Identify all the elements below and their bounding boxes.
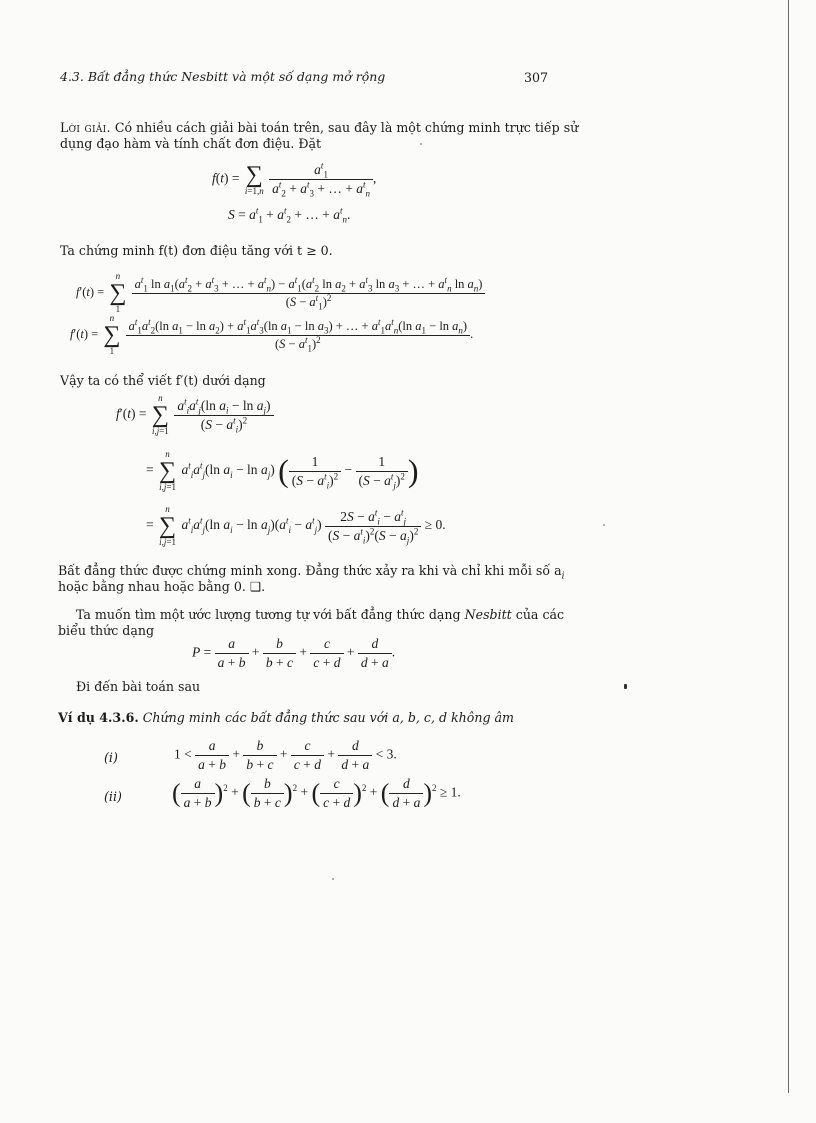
- example-item-label-ii: (ii): [104, 789, 122, 804]
- estimate-line-2: biểu thức dạng: [58, 623, 155, 638]
- running-header: 4.3. Bất đẳng thức Nesbitt và một số dạng mở rộng: [60, 69, 386, 84]
- example-label: Ví dụ 4.3.6.: [58, 710, 139, 725]
- example-heading: [58, 708, 514, 727]
- estimate-text-post: của các: [515, 607, 565, 622]
- estimate-text-pre: Ta muốn tìm một ước lượng tương tự với bất đẳng thức dạng: [76, 607, 461, 622]
- equation-derivative-2: f′(t) = n ∑ 1 $a^t_1a^t_2(\ln$ $a_1 - \ln a_2) + a^t_1a^t_3(\ln$ $a_1 - \ln a_3$) + … + $a^t_1a^t_n(\ln$ $a_1 - \ln a_n$) $(S - a^t_1)^2$ .: [70, 313, 474, 356]
- equation-p-definition: P = $\frac{a}{a + b}$ + $\frac{b}{b + c}$ + $\frac{c}{c + d}$ + $\frac{d}{d + a}$ .: [192, 636, 396, 670]
- conclusion-line-2: hoặc bằng nhau hoặc bằng 0. ❑.: [58, 579, 266, 594]
- estimate-nesbitt: Nesbitt: [464, 607, 512, 622]
- equation-rewrite-line-2: = n ∑ i,j=1 $a^t_ia^t_j(\ln$ $a_i - \ln a_j$) ( $\frac{1}{(S - a^t_i)^2}$ − $\frac{1}{(S - a^t_j)^2}$ ): [146, 449, 419, 492]
- solution-line-2: dụng đạo hàm và tính chất đơn điệu. Đặt: [60, 136, 322, 151]
- scan-speck: [603, 524, 605, 526]
- text-rewrite: Vậy ta có thể viết f′(t) dưới dạng: [60, 373, 266, 388]
- scan-speck: [420, 143, 422, 145]
- page-edge-line: [788, 0, 789, 1093]
- inequality-i: 1 < $\frac{a}{a + b}$ + $\frac{b}{b + c}$ + $\frac{c}{c + d}$ + $\frac{d}{d + a}$ < 3.: [174, 738, 397, 772]
- equation-f-definition: f(t) = ∑ i=1,n $\frac{a^t_1}{a^t_2 + a^t_3 + \dots + a^t_n}$ ,: [212, 160, 377, 199]
- solution-text-1: Có nhiều cách giải bài toán trên, sau đây là một chứng minh trực tiếp sử: [114, 120, 579, 135]
- next-problem: Đi đến bài toán sau: [76, 679, 201, 694]
- inequality-ii: ( $\frac{a}{a + b}$ )$^2$ + ( $\frac{b}{b + c}$ )$^2$ + ( $\frac{c}{c + d}$ )$^2$ + ( $\frac{d}{d + a}$ )$^2$ ≥ 1.: [172, 776, 461, 810]
- equation-s-definition: $S = a^t_1 + a^t_2$ + … + $a^t_n$.: [228, 205, 351, 225]
- text-f-increasing: Ta chứng minh f(t) đơn điệu tăng với t ≥ 0.: [60, 243, 333, 258]
- conclusion-text-1: Bất đẳng thức được chứng minh xong. Đẳng thức xảy ra khi và chỉ khi mỗi số a: [58, 563, 562, 578]
- scan-speck: [332, 878, 334, 880]
- equation-rewrite-line-1: f′(t) = n ∑ i,j=1 $\frac{a^t_ia^t_j(\ln a_i - \ln a_j)}{(S - a^t_i)^2}$: [116, 394, 274, 436]
- scan-speck: [624, 684, 627, 689]
- solution-label: Lời giải.: [60, 120, 111, 135]
- page-number: 307: [524, 70, 549, 85]
- equation-rewrite-line-3: = n ∑ i,j=1 $a^t_ia^t_j(\ln$ $a_i - \ln a_j)(a^t_i - a^t_j)$ $\frac{2S - a^t_i - a^t_j}{(S - a^t_i)^2(S - a_j)^2}$ ≥ 0.: [146, 504, 446, 547]
- example-statement: Chứng minh các bất đẳng thức sau với a, b, c, d không âm: [142, 710, 514, 725]
- equation-derivative-1: f′(t) = n ∑ 1 $a^t_1$ $\ln a_1(a^t_2 + a^t_3$ + … + $a^t_n) - a^t_1(a^t_2$ $\ln a_2 + a^t_3$ $\ln a_3$ + … + $a^t_n$ $\ln a_n$) $(S - a^t_1)^2$: [76, 272, 485, 314]
- example-item-label-i: (i): [104, 750, 118, 765]
- conclusion-subscript: i: [561, 571, 565, 582]
